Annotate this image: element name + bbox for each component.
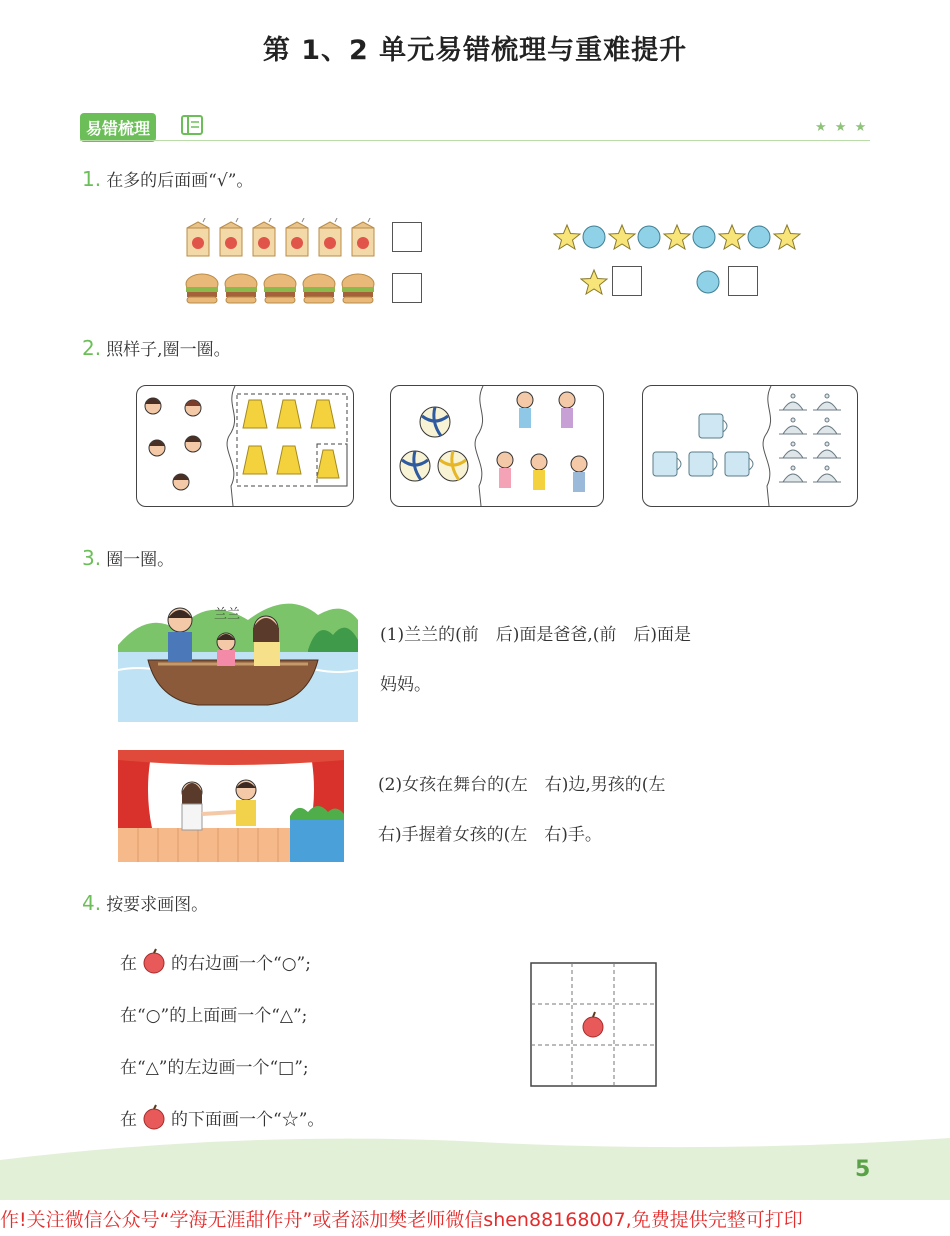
- statement-2-line-2: 右)手握着女孩的(左 右)手。: [378, 825, 602, 845]
- answer-box-circle[interactable]: [728, 266, 758, 296]
- question-1: [82, 166, 253, 191]
- difficulty-stars: ★ ★ ★: [815, 120, 869, 135]
- instruction-line: 在“△”的左边画一个“□”;: [120, 1057, 309, 1078]
- answer-box-juice[interactable]: [392, 222, 422, 252]
- question-number: 4.: [82, 891, 102, 915]
- boat-picture: [118, 590, 358, 722]
- star-icon: [580, 268, 610, 298]
- notebook-icon: [180, 114, 206, 136]
- circle-icon: [694, 268, 724, 298]
- apple-icon: [141, 1104, 167, 1130]
- star-circle-sequence: [553, 223, 803, 253]
- page-number: 5: [855, 1157, 871, 1182]
- hamburger-row: [185, 272, 385, 306]
- question-number: 1.: [82, 167, 102, 191]
- statement-1: [380, 610, 880, 710]
- instructions: [120, 935, 500, 1143]
- section-tag: 易错梳理: [80, 113, 156, 142]
- question-number: 2.: [82, 336, 102, 360]
- panel-cups-covers: [642, 385, 858, 507]
- instruction-line: 在 的右边画一个“○”;: [120, 935, 500, 987]
- question-2: [82, 335, 231, 360]
- panel-children-dresses: [136, 385, 354, 507]
- stage-picture: [118, 750, 344, 862]
- answer-box-star[interactable]: [612, 266, 642, 296]
- question-text: 圈一圈。: [106, 550, 175, 570]
- dresses-icon: [243, 400, 339, 478]
- panel-balls-kids: [390, 385, 604, 507]
- statement-1-line-2: 妈妈。: [380, 675, 431, 695]
- children-icon: [145, 398, 201, 490]
- question-text: 在多的后面画“√”。: [106, 171, 254, 191]
- statement-1-line-1: (1)兰兰的(前 后)面是爸爸,(前 后)面是: [380, 625, 692, 645]
- juice-box-row: [185, 218, 385, 258]
- kids-icon: [497, 392, 587, 492]
- instruction-line: 在 的下面画一个“☆”。: [120, 1091, 500, 1143]
- answer-box-burger[interactable]: [392, 273, 422, 303]
- apple-icon: [141, 948, 167, 974]
- question-4: [82, 890, 208, 915]
- boat-caption: 兰兰: [214, 607, 241, 622]
- instruction-line: 在“○”的上面画一个“△”;: [120, 1005, 308, 1026]
- statement-2-line-1: (2)女孩在舞台的(左 右)边,男孩的(左: [378, 775, 666, 795]
- statement-2: [378, 760, 878, 860]
- watermark-banner: 作!关注微信公众号“学海无涯甜作舟”或者添加樊老师微信shen88168007,免费提供完整可打印: [0, 1209, 803, 1231]
- section-divider: [80, 140, 870, 141]
- question-text: 照样子,圈一圈。: [106, 340, 231, 360]
- page-title: 第 1、2 单元易错梳理与重难提升: [262, 35, 688, 66]
- dish-covers-icon: [779, 394, 841, 482]
- volleyballs-icon: [400, 407, 468, 481]
- footer-wave: [0, 1130, 950, 1200]
- cups-icon: [653, 414, 753, 476]
- question-number: 3.: [82, 546, 102, 570]
- question-text: 按要求画图。: [106, 895, 209, 915]
- question-3: [82, 545, 174, 570]
- drawing-grid[interactable]: [530, 962, 658, 1088]
